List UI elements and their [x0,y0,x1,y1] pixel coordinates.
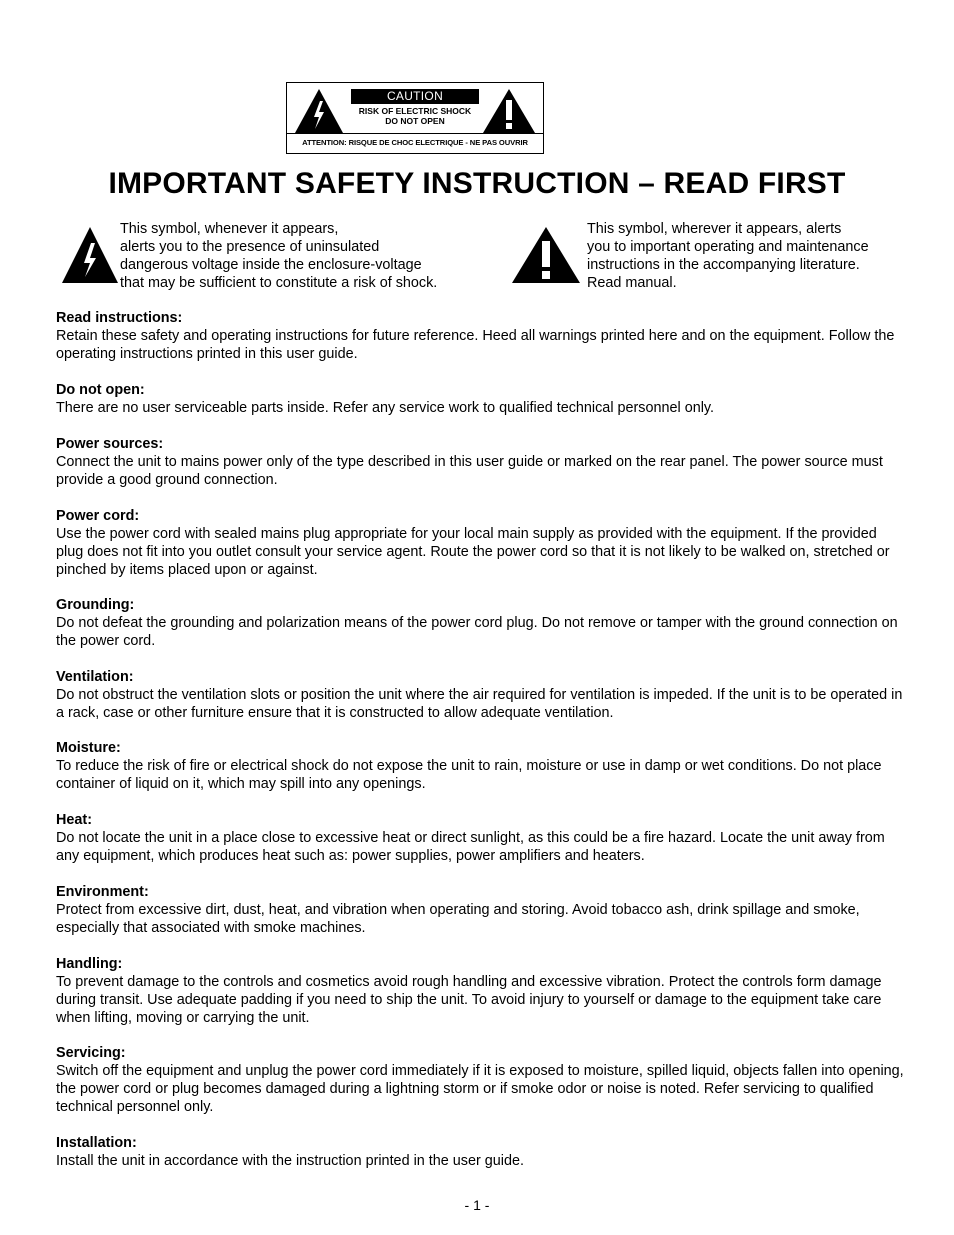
section-body: Switch off the equipment and unplug the power cord immediately if it is exposed to moisture, spilled liquid, objects fallen into opening, the power cord or plug becomes damaged during a lightning storm or if smoke odor or noise is noted. Refer servicing to qualified technical personnel only. [56,1063,904,1115]
section-heading: Handling: [56,956,123,972]
section-installation [56,1134,906,1170]
section-servicing [56,1044,906,1116]
section-body: There are no user serviceable parts inside. Refer any service work to qualified technical personnel only. [56,400,715,416]
section-read-instructions [56,309,906,363]
exclamation-warning-icon [510,225,582,285]
risk-line-1: RISK OF ELECTRIC SHOCK [358,106,472,116]
section-heading: Grounding: [56,597,135,613]
manual-symbol-description: This symbol, wherever it appears, alerts you to important operating and maintenance instructions in the accompanying literature. Read manual. [587,221,869,291]
risk-line-2: DO NOT OPEN [385,116,445,126]
section-body: Do not defeat the grounding and polarization means of the power cord plug. Do not remove or tamper with the ground connection on the power cord. [56,615,898,649]
section-body: Retain these safety and operating instructions for future reference. Heed all warnings printed here and on the equipment. Follow the operating instructions printed in this user guide. [56,328,895,362]
section-heading: Power sources: [56,436,164,452]
section-body: Do not obstruct the ventilation slots or position the unit where the air required for ventilation is impeded. If the unit is to be operated in a rack, case or other furniture ensure that it is constructed to allow adequate ventilation. [56,687,903,721]
section-moisture [56,739,906,793]
section-power-cord [56,507,906,579]
section-grounding [56,596,906,650]
electric-shock-warning-icon [293,87,345,135]
section-environment [56,883,906,937]
electric-shock-warning-icon [60,225,120,285]
label-divider [287,133,543,134]
section-heading: Ventilation: [56,669,134,685]
exclamation-warning-icon [481,87,537,135]
section-body: To reduce the risk of fire or electrical shock do not expose the unit to rain, moisture or use in damp or wet conditions. Do not place container of liquid on it, which may spill into any openings. [56,758,882,792]
section-heading: Moisture: [56,740,121,756]
section-heat [56,811,906,865]
section-handling [56,955,906,1027]
section-power-sources [56,435,906,489]
caution-banner: CAUTION [351,89,479,104]
attention-text: ATTENTION: RISQUE DE CHOC ELECTRIQUE - NE PAS OUVRIR [302,138,528,147]
section-heading: Read instructions: [56,310,183,326]
section-heading: Heat: [56,812,92,828]
section-heading: Do not open: [56,382,145,398]
section-body: Do not locate the unit in a place close to excessive heat or direct sunlight, as this could be a fire hazard. Locate the unit away from any equipment, which produces heat such as: power supplies, power amplifiers and heaters. [56,830,885,864]
voltage-symbol-description: This symbol, whenever it appears, alerts you to the presence of uninsulated dangerous voltage inside the enclosure-voltage that may be sufficient to constitute a risk of shock. [120,221,438,291]
caution-label [286,82,544,154]
section-body: Protect from excessive dirt, dust, heat, and vibration when operating and storing. Avoid tobacco ash, drink spillage and smoke, especially that associated with smoke machines. [56,902,860,936]
section-heading: Power cord: [56,508,140,524]
section-ventilation [56,668,906,722]
section-body: Connect the unit to mains power only of the type described in this user guide or marked on the rear panel. The power source must provide a good ground connection. [56,454,883,488]
page-number: - 1 - [464,1197,490,1213]
section-do-not-open [56,381,906,417]
section-body: Install the unit in accordance with the instruction printed in the user guide. [56,1153,524,1169]
section-heading: Environment: [56,884,149,900]
section-body: To prevent damage to the controls and cosmetics avoid rough handling and excessive vibration. Protect the controls form damage during transit. Use adequate padding if you need to ship the unit. To avoid injury to yourself or damage to the equipment take care when lifting, moving or carrying the unit. [56,974,882,1026]
risk-text [351,106,479,126]
section-heading: Installation: [56,1135,137,1151]
page-title: IMPORTANT SAFETY INSTRUCTION – READ FIRST [108,167,846,200]
section-heading: Servicing: [56,1045,126,1061]
section-body: Use the power cord with sealed mains plug appropriate for your local main supply as provided with the equipment. If the provided plug does not fit into you outlet consult your service agent. Route the power cord so that it is not likely to be walked on, stretched or pinched by items placed upon or against. [56,526,890,578]
